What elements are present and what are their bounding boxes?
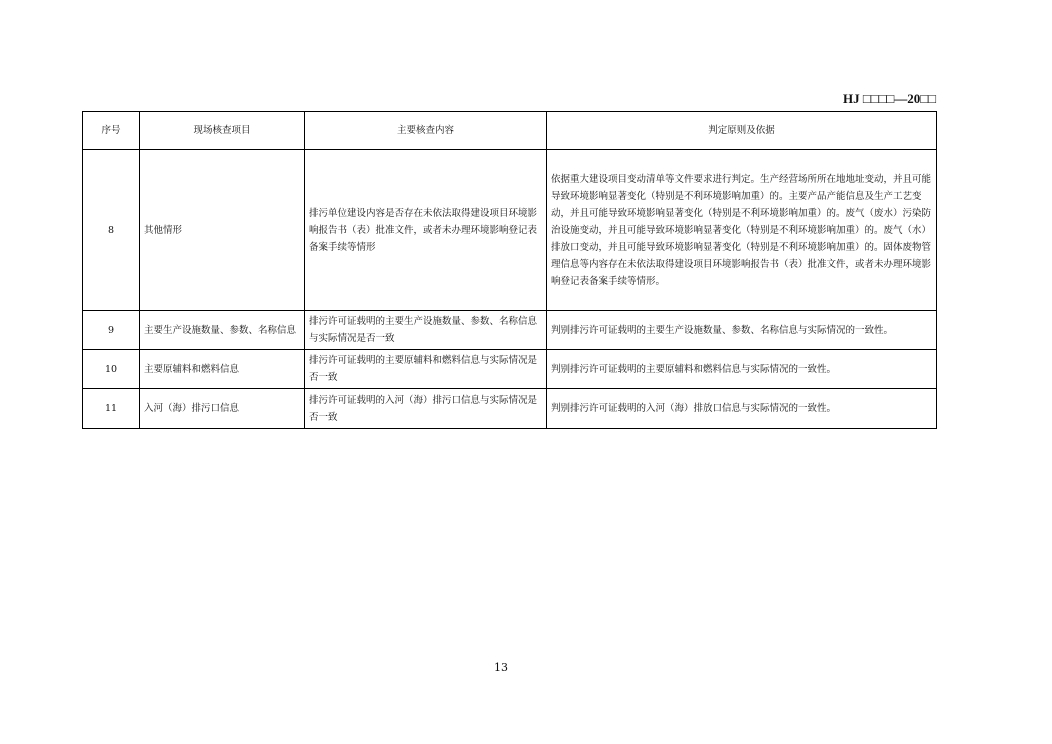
row-inspection-item: 其他情形 — [140, 150, 305, 311]
row-inspection-item: 入河（海）排污口信息 — [140, 389, 305, 429]
row-main-content: 排污许可证载明的主要原辅料和燃料信息与实际情况是否一致 — [305, 350, 547, 389]
row-serial-number: 11 — [83, 389, 140, 429]
row-inspection-item: 主要生产设施数量、参数、名称信息 — [140, 311, 305, 350]
row-main-content: 排污许可证载明的主要生产设施数量、参数、名称信息与实际情况是否一致 — [305, 311, 547, 350]
standard-code-header: HJ □□□□—20□□ — [843, 91, 936, 106]
page-number: 13 — [494, 661, 508, 674]
header-main-content: 主要核查内容 — [305, 112, 547, 150]
table-row — [83, 350, 937, 389]
header-inspection-item: 现场核查项目 — [140, 112, 305, 150]
table-row — [83, 150, 937, 311]
row-serial-number: 10 — [83, 350, 140, 389]
row-serial-number: 8 — [83, 150, 140, 311]
header-judgment-basis: 判定原则及依据 — [547, 112, 937, 150]
header-serial-number: 序号 — [83, 112, 140, 150]
row-main-content: 排污许可证载明的入河（海）排污口信息与实际情况是否一致 — [305, 389, 547, 429]
inspection-table — [82, 111, 937, 429]
row-judgment-basis: 判别排污许可证载明的主要原辅料和燃料信息与实际情况的一致性。 — [547, 350, 937, 389]
row-main-content: 排污单位建设内容是否存在未依法取得建设项目环境影响报告书（表）批准文件，或者未办理环境影响登记表备案手续等情形 — [305, 150, 547, 311]
table-row — [83, 311, 937, 350]
table-row — [83, 389, 937, 429]
table-header-row — [83, 112, 937, 150]
row-inspection-item: 主要原辅料和燃料信息 — [140, 350, 305, 389]
row-serial-number: 9 — [83, 311, 140, 350]
row-judgment-basis: 判别排污许可证载明的入河（海）排放口信息与实际情况的一致性。 — [547, 389, 937, 429]
row-judgment-basis: 依据重大建设项目变动清单等文件要求进行判定。生产经营场所所在地地址变动，并且可能导致环境影响显著变化（特别是不利环境影响加重）的。主要产品产能信息及生产工艺变动，并且可能导致环境影响显著变化（特别是不利环境影响加重）的。废气（废水）污染防治设施变动，并且可能导致环境影响显著变化（特别是不利环境影响加重）的。废气（水）排放口变动，并且可能导致环境影响显著变化（特别是不利环境影响加重）的。固体废物管理信息等内容存在未依法取得建设项目环境影响报告书（表）批准文件，或者未办理环境影响登记表备案手续等情形。 — [547, 150, 937, 311]
row-judgment-basis: 判别排污许可证载明的主要生产设施数量、参数、名称信息与实际情况的一致性。 — [547, 311, 937, 350]
